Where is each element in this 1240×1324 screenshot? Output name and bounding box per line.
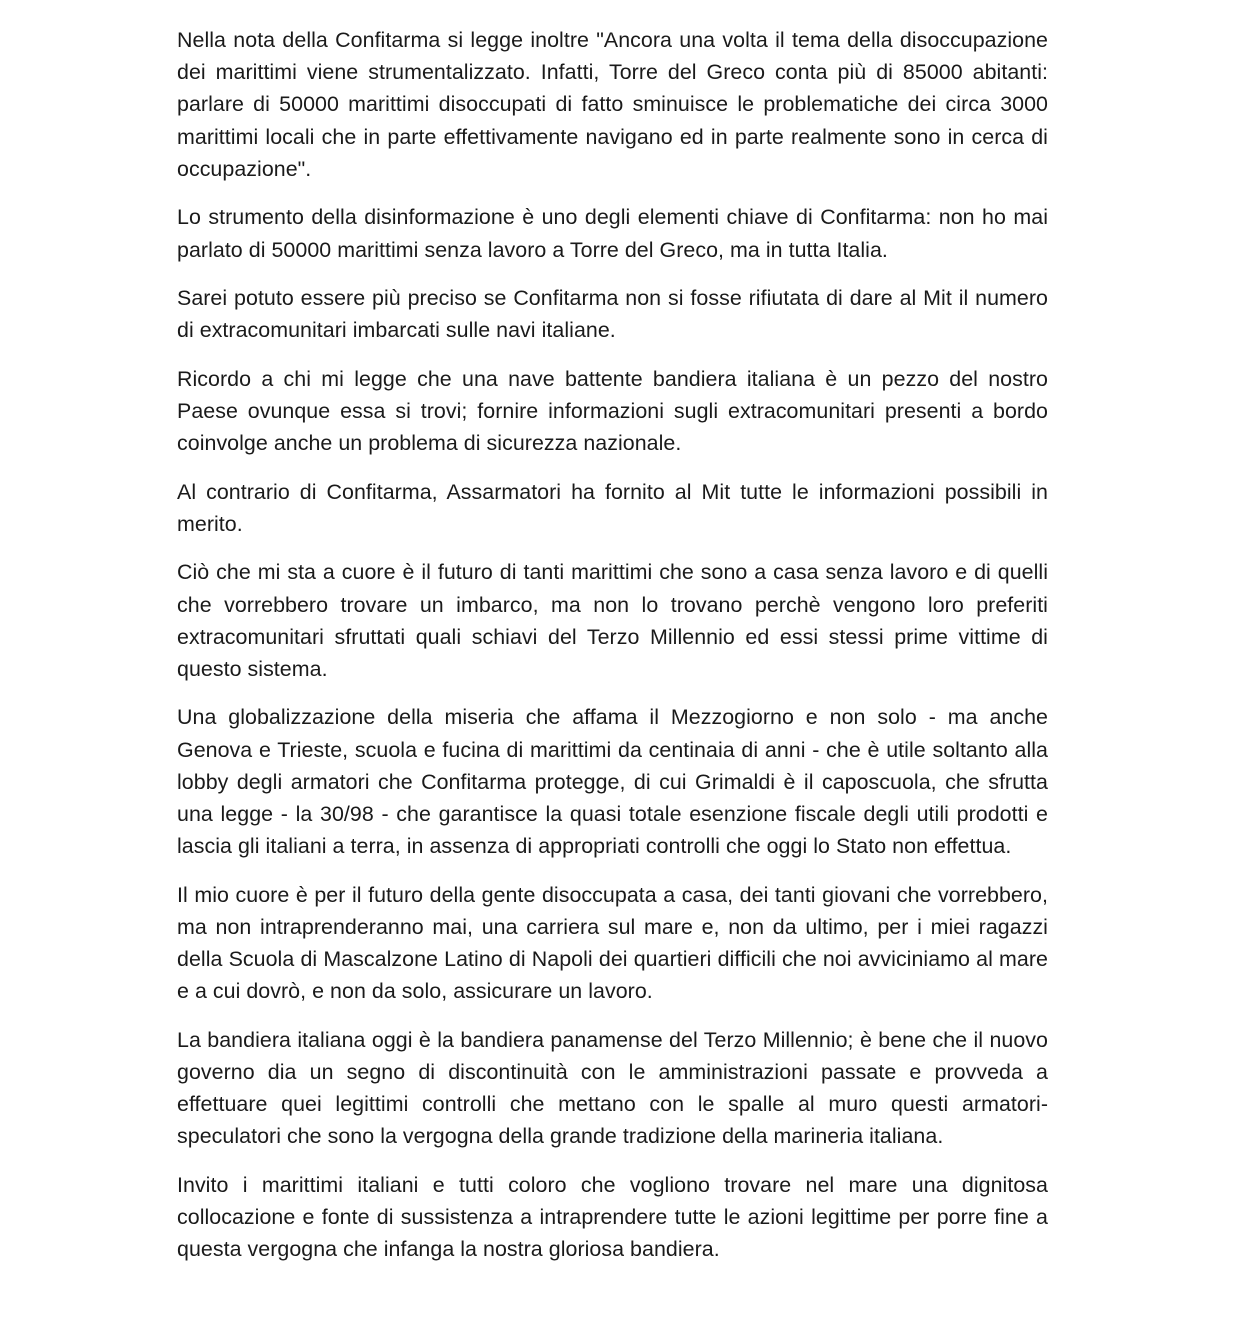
paragraph-10: Invito i marittimi italiani e tutti coloro che vogliono trovare nel mare una dignitosa collocazione e fonte di sussistenza a intraprendere tutte le azioni legittime per porre fine a questa vergogna che infanga la nostra gloriosa bandiera. xyxy=(177,1172,1048,1262)
paragraph-8: Il mio cuore è per il futuro della gente disoccupata a casa, dei tanti giovani che vorrebbero, ma non intraprenderanno mai, una carriera sul mare e, non da ultimo, per i miei ragazzi della Scuola di Mascalzone Latino di Napoli dei quartieri difficili che noi avviciniamo al mare e a cui dovrò, e non da solo, assicurare un lavoro. xyxy=(177,882,1048,1004)
paragraph-5: Al contrario di Confitarma, Assarmatori ha fornito al Mit tutte le informazioni possibili in merito. xyxy=(177,479,1048,536)
paragraph-2: Lo strumento della disinformazione è uno degli elementi chiave di Confitarma: non ho mai parlato di 50000 marittimi senza lavoro a Torre del Greco, ma in tutta Italia. xyxy=(177,205,1048,262)
paragraph-3: Sarei potuto essere più preciso se Confitarma non si fosse rifiutata di dare al Mit il numero di extracomunitari imbarcati sulle navi italiane. xyxy=(177,286,1048,343)
paragraph-7: Una globalizzazione della miseria che affama il Mezzogiorno e non solo - ma anche Genova e Trieste, scuola e fucina di marittimi da centinaia di anni - che è utile soltanto alla lobby degli armatori che Confitarma protegge, di cui Grimaldi è il caposcuola, che sfrutta una legge - la 30/98 - che garantisce la quasi totale esenzione fiscale degli utili prodotti e lascia gli italiani a terra, in assenza di appropriati controlli che oggi lo Stato non effettua. xyxy=(177,705,1048,859)
paragraph-9: La bandiera italiana oggi è la bandiera panamense del Terzo Millennio; è bene che il nuovo governo dia un segno di discontinuità con le amministrazioni passate e provveda a effettuare quei legittimi controlli che mettano con le spalle al muro questi armatori-speculatori che sono la vergogna della grande tradizione della marineria italiana. xyxy=(177,1027,1048,1149)
paragraph-1: Nella nota della Confitarma si legge inoltre "Ancora una volta il tema della disoccupazione dei marittimi viene strumentalizzato. Infatti, Torre del Greco conta più di 85000 abitanti: parlare di 50000 marittimi disoccupati di fatto sminuisce le problematiche dei circa 3000 marittimi locali che in parte effettivamente navigano ed in parte realmente sono in cerca di occupazione". xyxy=(177,28,1048,181)
paragraph-4: Ricordo a chi mi legge che una nave battente bandiera italiana è un pezzo del nostro Paese ovunque essa si trovi; fornire informazioni sugli extracomunitari presenti a bordo coinvolge anche un problema di sicurezza nazionale. xyxy=(177,366,1048,456)
document-body xyxy=(177,24,1048,1266)
paragraph-6: Ciò che mi sta a cuore è il futuro di tanti marittimi che sono a casa senza lavoro e di quelli che vorrebbero trovare un imbarco, ma non lo trovano perchè vengono loro preferiti extracomunitari sfruttati quali schiavi del Terzo Millennio ed essi stessi prime vittime di questo sistema. xyxy=(177,560,1048,681)
